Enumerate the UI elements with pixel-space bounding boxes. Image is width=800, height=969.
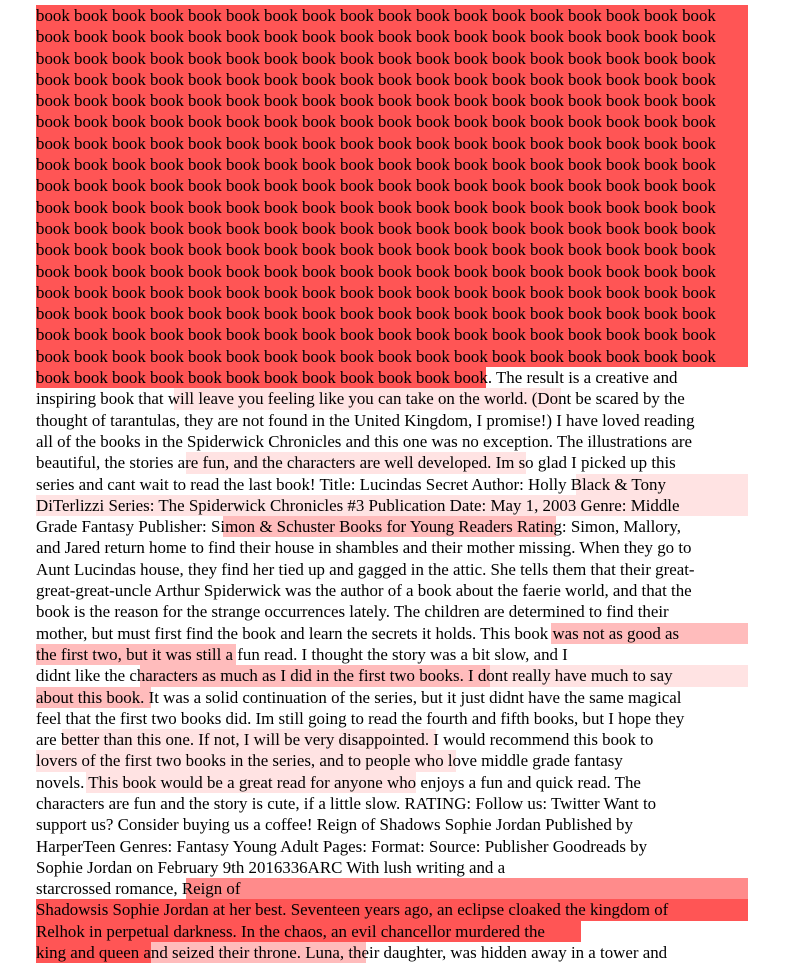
text-line — [36, 474, 748, 495]
text-line — [36, 942, 748, 963]
line-text: book book book book book book book book book book book book book book book book book book — [36, 133, 716, 153]
line-text: are better than this one. If not, I will be very disappointed. I would recommend this book to — [36, 730, 654, 750]
text-line — [36, 665, 748, 686]
line-text: starcrossed romance, Reign of — [36, 879, 241, 899]
line-text: book book book book book book book book book book book book book book book book book book — [36, 27, 716, 47]
line-text: book book book book book book book book book book book book book book book book book book — [36, 112, 716, 132]
text-line — [36, 601, 748, 622]
line-text: book book book book book book book book book book book book book book book book book book — [36, 304, 716, 324]
text-line — [36, 410, 748, 431]
text-line — [36, 367, 748, 388]
line-text: mother, but must first find the book and learn the secrets it holds. This book was not as good as — [36, 623, 680, 643]
line-text: the first two, but it was still a fun read. I thought the story was a bit slow, and I — [36, 644, 568, 664]
text-line — [36, 5, 748, 26]
line-text: book book book book book book book book book book book book book book book book book book — [36, 261, 716, 281]
text-line — [36, 708, 748, 729]
highlight-span — [186, 878, 748, 899]
line-text: didnt like the characters as much as I did in the first two books. I dont really have much to say — [36, 666, 673, 686]
text-line — [36, 346, 748, 367]
line-text: inspiring book that will leave you feeling like you can take on the world. (Dont be scared by the — [36, 389, 685, 409]
line-text: lovers of the first two books in the series, and to people who love middle grade fantasy — [36, 751, 623, 771]
text-line — [36, 687, 748, 708]
text-line — [36, 644, 748, 665]
text-line — [36, 388, 748, 409]
text-line — [36, 793, 748, 814]
line-text: book book book book book book book book book book book book book book book book book book — [36, 282, 716, 302]
text-line — [36, 580, 748, 601]
text-line — [36, 750, 748, 771]
line-text: HarperTeen Genres: Fantasy Young Adult Pages: Format: Source: Publisher Goodreads by — [36, 836, 648, 856]
line-text: book is the reason for the strange occurrences lately. The children are determined to find their — [36, 602, 669, 622]
text-line — [36, 729, 748, 750]
line-text: book book book book book book book book book book book book book book book book book book — [36, 346, 716, 366]
document-body — [36, 5, 748, 963]
line-text: Aunt Lucindas house, they find her tied up and gagged in the attic. She tells them that their great- — [36, 559, 695, 579]
text-line — [36, 282, 748, 303]
line-text: book book book book book book book book book book book book book book book book book book — [36, 197, 716, 217]
text-line — [36, 516, 748, 537]
line-text: about this book. It was a solid continuation of the series, but it just didnt have the same magical — [36, 687, 682, 707]
line-text: book book book book book book book book book book book book book book book book book book — [36, 6, 716, 25]
line-text: thought of tarantulas, they are not found in the United Kingdom, I promise!) I have loved reading — [36, 410, 695, 430]
text-line — [36, 197, 748, 218]
text-line — [36, 239, 748, 260]
line-text: Grade Fantasy Publisher: Simon & Schuster Books for Young Readers Rating: Simon, Mallory, — [36, 517, 681, 537]
text-line — [36, 921, 748, 942]
line-text: characters are fun and the story is cute, if a little slow. RATING: Follow us: Twitter Want to — [36, 793, 657, 813]
text-line — [36, 857, 748, 878]
line-text: beautiful, the stories are fun, and the characters are well developed. Im so glad I picked up this — [36, 453, 676, 473]
text-line — [36, 218, 748, 239]
line-text: Sophie Jordan on February 9th 2016336ARC With lush writing and a — [36, 857, 506, 877]
text-line — [36, 111, 748, 132]
text-line — [36, 175, 748, 196]
text-line — [36, 495, 748, 516]
line-text: support us? Consider buying us a coffee! Reign of Shadows Sophie Jordan Published by — [36, 815, 633, 835]
text-line — [36, 90, 748, 111]
line-text: book book book book book book book book book book book book book book book book book book — [36, 176, 716, 196]
text-line — [36, 452, 748, 473]
text-line — [36, 878, 748, 899]
text-line — [36, 48, 748, 69]
line-text: book book book book book book book book book book book book book book book book book book — [36, 48, 716, 68]
text-line — [36, 26, 748, 47]
line-text: great-great-uncle Arthur Spiderwick was the author of a book about the faerie world, and that the — [36, 581, 692, 601]
line-text: series and cant wait to read the last book! Title: Lucindas Secret Author: Holly Black & Tony — [36, 474, 666, 494]
text-line — [36, 899, 748, 920]
line-text: and Jared return home to find their house in shambles and their mother missing. When they go to — [36, 538, 692, 558]
line-text: feel that the first two books did. Im still going to read the fourth and fifth books, but I hope they — [36, 708, 685, 728]
line-text: book book book book book book book book book book book book. The result is a creative and — [36, 368, 678, 388]
line-text: book book book book book book book book book book book book book book book book book book — [36, 91, 716, 111]
line-text: book book book book book book book book book book book book book book book book book book — [36, 155, 716, 175]
text-line — [36, 303, 748, 324]
line-text: book book book book book book book book book book book book book book book book book book — [36, 69, 716, 89]
text-line — [36, 261, 748, 282]
line-text: DiTerlizzi Series: The Spiderwick Chronicles #3 Publication Date: May 1, 2003 Genre: Middle — [36, 495, 680, 515]
line-text: novels. This book would be a great read for anyone who enjoys a fun and quick read. The — [36, 772, 641, 792]
line-text: book book book book book book book book book book book book book book book book book book — [36, 240, 716, 260]
text-line — [36, 836, 748, 857]
line-text: Shadowsis Sophie Jordan at her best. Seventeen years ago, an eclipse cloaked the kingdom of — [36, 900, 669, 920]
line-text: Relhok in perpetual darkness. In the chaos, an evil chancellor murdered the — [36, 921, 545, 941]
text-line — [36, 559, 748, 580]
line-text: book book book book book book book book book book book book book book book book book book — [36, 218, 716, 238]
line-text: king and queen and seized their throne. Luna, their daughter, was hidden away in a tower and — [36, 943, 668, 963]
line-text: all of the books in the Spiderwick Chronicles and this one was no exception. The illustrations are — [36, 431, 692, 451]
text-line — [36, 772, 748, 793]
text-line — [36, 431, 748, 452]
text-line — [36, 69, 748, 90]
text-line — [36, 154, 748, 175]
text-line — [36, 133, 748, 154]
text-line — [36, 623, 748, 644]
text-line — [36, 324, 748, 345]
text-line — [36, 537, 748, 558]
text-line — [36, 814, 748, 835]
line-text: book book book book book book book book book book book book book book book book book book — [36, 325, 716, 345]
